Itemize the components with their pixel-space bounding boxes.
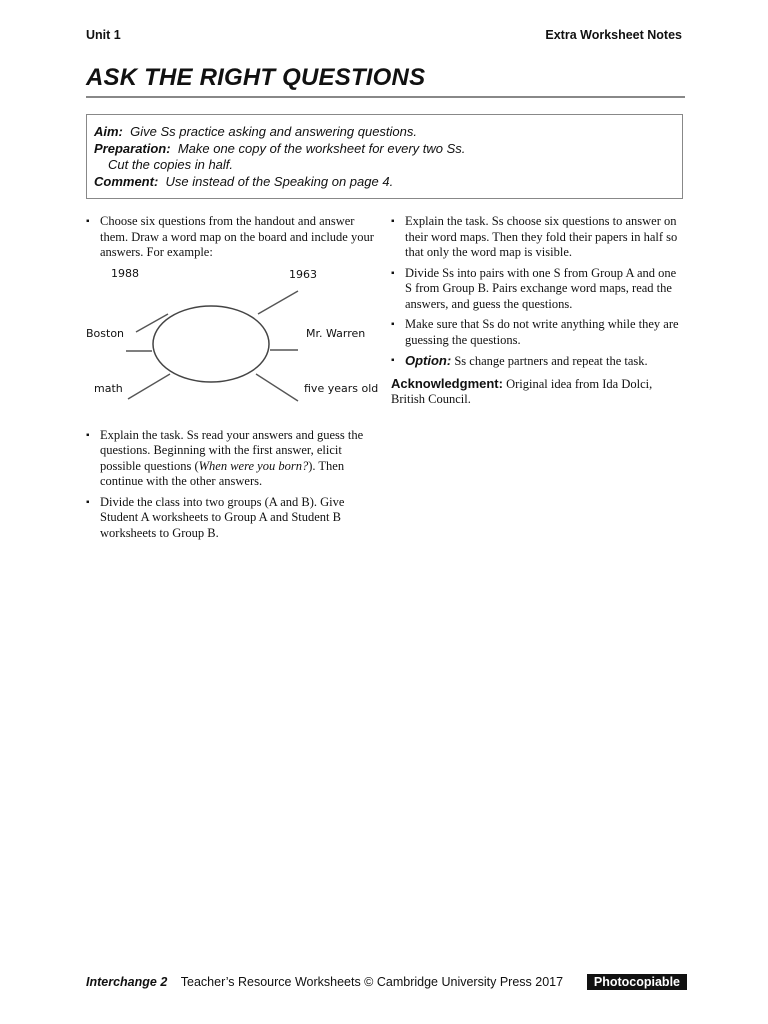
section-label: Extra Worksheet Notes <box>545 28 682 42</box>
bullet-icon: ▪ <box>391 355 395 366</box>
page-footer <box>86 975 686 991</box>
left-bullet-2-post: ). Then continue with the other answers. <box>100 458 345 488</box>
list-item <box>391 214 685 261</box>
aim-text: Give Ss practice asking and answering questions. <box>130 124 418 139</box>
preparation-line <box>94 141 682 158</box>
acknowledgment-text: Original idea from Ida Dolci, British Council. <box>391 376 653 406</box>
list-item <box>391 317 685 348</box>
aim-line <box>94 124 682 141</box>
word-map-spoke-top-right <box>258 291 298 314</box>
word-map-label-boston: Boston <box>86 326 125 340</box>
unit-label: Unit 1 <box>86 28 121 42</box>
word-map-spoke-bottom-right <box>256 374 298 401</box>
right-bullet-3: Make sure that Ss do not write anything while they are guessing the questions. <box>405 317 679 347</box>
photocopiable-badge: Photocopiable <box>587 974 687 990</box>
bullet-icon: ▪ <box>391 267 395 279</box>
comment-text: Use instead of the Speaking on page 4. <box>165 173 394 189</box>
preparation-text-2: Cut the copies in half. <box>108 157 234 172</box>
aim-label: Aim: <box>94 124 123 139</box>
list-item <box>86 495 378 542</box>
word-map-label-five-years-old: five years old <box>304 381 379 395</box>
list-item <box>391 266 685 313</box>
word-map-label-1988: 1988 <box>111 266 139 280</box>
word-map-label-1963: 1963 <box>289 267 317 281</box>
left-bullet-2-pre: Explain the task. Ss read your answers and guess the questions. Beginning with the first answer, elicit possible questions ( <box>100 427 364 473</box>
bullet-icon: ▪ <box>391 319 395 330</box>
word-map-label-math: math <box>94 381 123 395</box>
comment-line <box>94 174 682 191</box>
page-title: ASK THE RIGHT QUESTIONS <box>86 64 426 91</box>
comment-label: Comment: <box>94 173 159 189</box>
bullet-icon: ▪ <box>86 216 90 227</box>
aim-box <box>86 114 683 199</box>
bullet-icon: ▪ <box>86 496 90 508</box>
acknowledgment <box>391 376 685 408</box>
word-map-oval <box>153 306 269 382</box>
title-divider <box>86 96 685 98</box>
option-label: Option: <box>405 353 452 368</box>
left-bullet-1: Choose six questions from the handout and answer them. Draw a word map on the board and include your answers. For example: <box>100 214 374 259</box>
list-item <box>86 214 378 261</box>
bullet-icon: ▪ <box>391 216 395 227</box>
acknowledgment-label: Acknowledgment: <box>391 375 503 391</box>
word-map-spoke-bottom-left <box>128 374 170 399</box>
list-item <box>391 353 685 370</box>
list-item <box>86 428 378 490</box>
left-bullet-2-example: When were you born? <box>198 458 309 473</box>
footer-book-title: Interchange 2 <box>86 975 168 989</box>
preparation-label: Preparation: <box>94 140 171 156</box>
option-text: Ss change partners and repeat the task. <box>454 354 648 368</box>
word-map <box>86 266 378 416</box>
right-column <box>391 214 685 408</box>
right-bullet-1: Explain the task. Ss choose six questions to answer on their word maps. Then they fold their papers in half so that only the word map is visible. <box>405 214 678 259</box>
right-bullet-2: Divide Ss into pairs with one S from Group A and one S from Group B. Pairs exchange word maps, read the answers, and guess the questions. <box>405 265 677 311</box>
word-map-label-mr-warren: Mr. Warren <box>306 326 366 340</box>
left-bullet-3: Divide the class into two groups (A and B). Give Student A worksheets to Group A and Student B worksheets to Group B. <box>100 494 345 540</box>
preparation-text: Make one copy of the worksheet for every two Ss. <box>177 140 466 156</box>
left-column <box>86 214 378 546</box>
bullet-icon: ▪ <box>86 429 90 441</box>
footer-credit: Teacher’s Resource Worksheets © Cambridge University Press 2017 <box>180 975 564 989</box>
